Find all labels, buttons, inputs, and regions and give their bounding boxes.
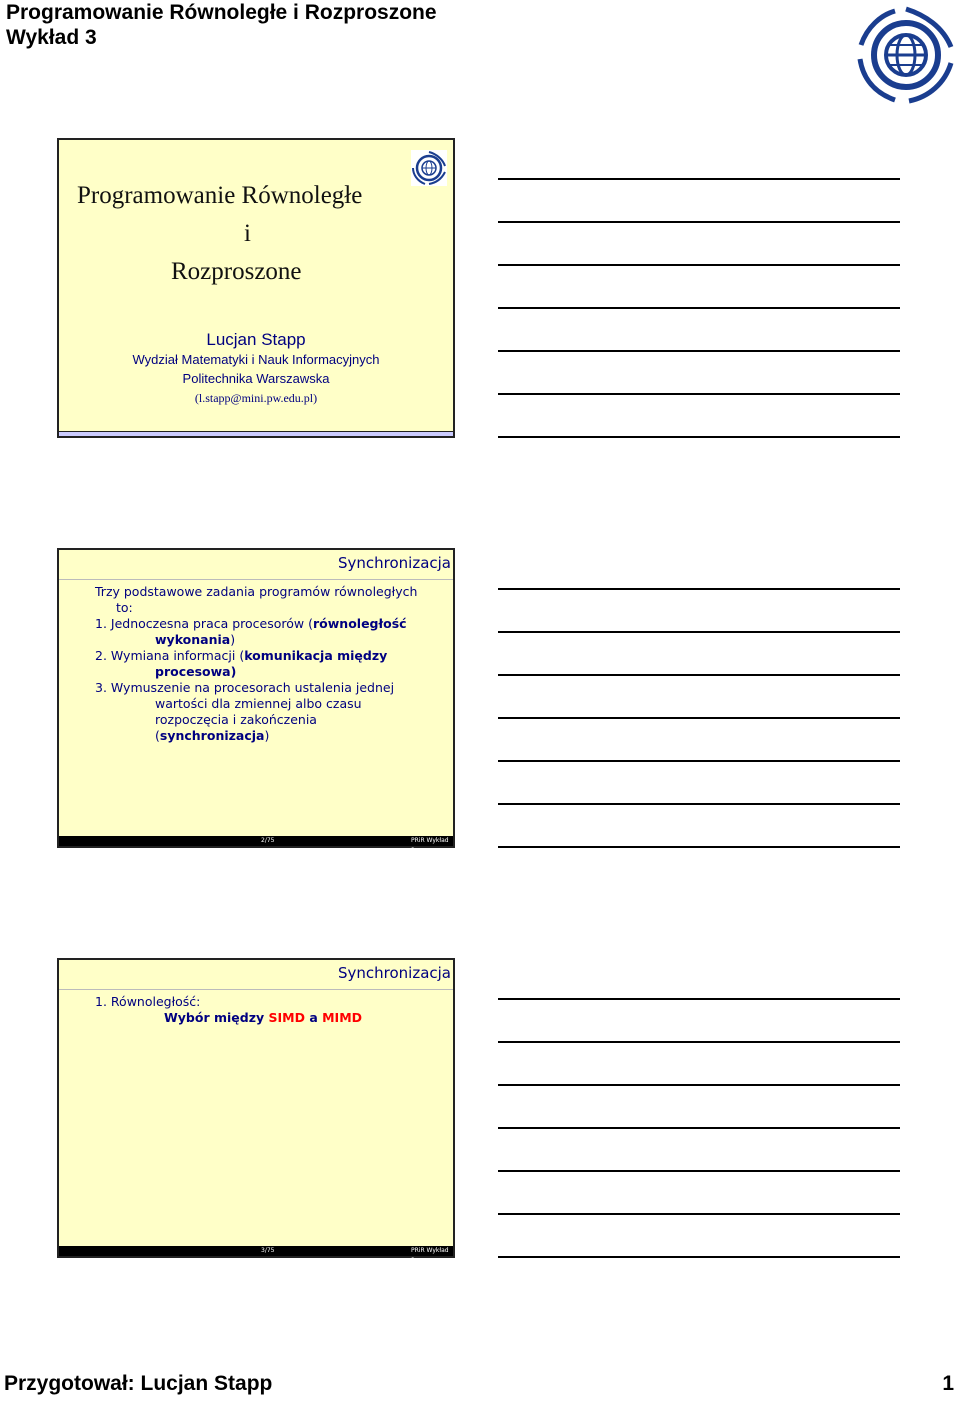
slide-bottom-bar [59,431,453,436]
list-bold: procesowa) [155,664,237,679]
slide-page-number: 3/75 [261,1247,275,1254]
slide-footer [59,836,453,854]
slide-title [57,138,455,438]
list-text: ) [264,728,270,743]
slide-footer-label: PRiR Wykład 3 [411,837,449,854]
note-line [498,1213,900,1215]
note-line [498,393,900,395]
author-name: Lucjan Stapp [206,330,306,349]
list-text: ) [230,632,236,647]
document-title: Programowanie Równoległe i Rozproszone [6,1,437,24]
list-bold: Wybór między [164,1010,269,1025]
list-number: 1. [95,994,107,1009]
slide-main-title-line2: i [244,220,251,247]
list-number: 2. [95,648,107,663]
note-line [498,631,900,633]
list-bold: wykonania [155,632,231,647]
note-line [498,350,900,352]
affiliation-university: Politechnika Warszawska [182,371,330,386]
slide-page-number: 2/75 [261,837,275,844]
list-bold: synchronizacja [159,728,265,743]
note-line [498,1256,900,1258]
author-email: (l.stapp@mini.pw.edu.pl) [194,391,318,405]
document-subtitle: Wykład 3 [6,26,97,49]
slide-title-divider [59,989,453,990]
list-bold: a [304,1010,323,1025]
note-line [498,1041,900,1043]
slide-parallelism [57,958,455,1264]
list-bold: komunikacja między [244,648,388,663]
list-item-2 [95,648,387,664]
slide-logo-icon [411,150,447,186]
slide-footer [59,1246,453,1264]
intro-line1: Trzy podstawowe zadania programów równoległych [95,584,418,599]
list-text: Wymiana informacji ( [110,648,245,663]
list-text: Równoległość: [110,994,201,1009]
list-item-3-line2: wartości dla zmiennej albo czasu [155,696,362,711]
list-item-1 [95,616,407,632]
slide-footer-label: PRiR Wykład 3 [411,1247,449,1264]
list-item-1-cont [164,1010,362,1026]
note-line [498,760,900,762]
note-line [498,1084,900,1086]
list-number: 3. [95,680,107,695]
list-text: ( [155,728,160,743]
list-item-1 [95,994,200,1010]
mimd-label: MIMD [322,1010,363,1025]
slide-main-title-line1: Programowanie Równoległe [77,182,363,209]
note-line [498,717,900,719]
list-item-1-cont [155,632,235,648]
list-number: 1. [95,616,107,631]
simd-label: SIMD [268,1010,305,1025]
list-item-3-line4 [155,728,269,744]
list-bold: równoległość [313,616,407,631]
prepared-by: Przygotował: Lucjan Stapp [4,1372,273,1395]
note-line [498,803,900,805]
note-line [498,674,900,676]
slide-synchronization [57,548,455,854]
list-item-3-line3: rozpoczęcia i zakończenia [155,712,317,727]
note-line [498,1170,900,1172]
note-line [498,307,900,309]
note-line [498,221,900,223]
list-text: Jednoczesna praca procesorów ( [110,616,313,631]
note-line [498,588,900,590]
slide-title-divider [59,579,453,580]
slide-section-title: Synchronizacja [337,554,451,572]
university-logo-icon [855,5,957,105]
intro-line2: to: [116,600,133,615]
list-item-2-cont [155,664,236,680]
note-line [498,998,900,1000]
note-line [498,436,900,438]
page-number: 1 [942,1372,954,1395]
note-line [498,264,900,266]
note-line [498,846,900,848]
list-text: Wymuszenie na procesorach ustalenia jednej [110,680,395,695]
slide-main-title-line3: Rozproszone [171,258,302,285]
note-line [498,1127,900,1129]
affiliation-faculty: Wydział Matematyki i Nauk Informacyjnych [132,352,380,367]
list-item-3 [95,680,394,696]
note-line [498,178,900,180]
slide-section-title: Synchronizacja [337,964,451,982]
